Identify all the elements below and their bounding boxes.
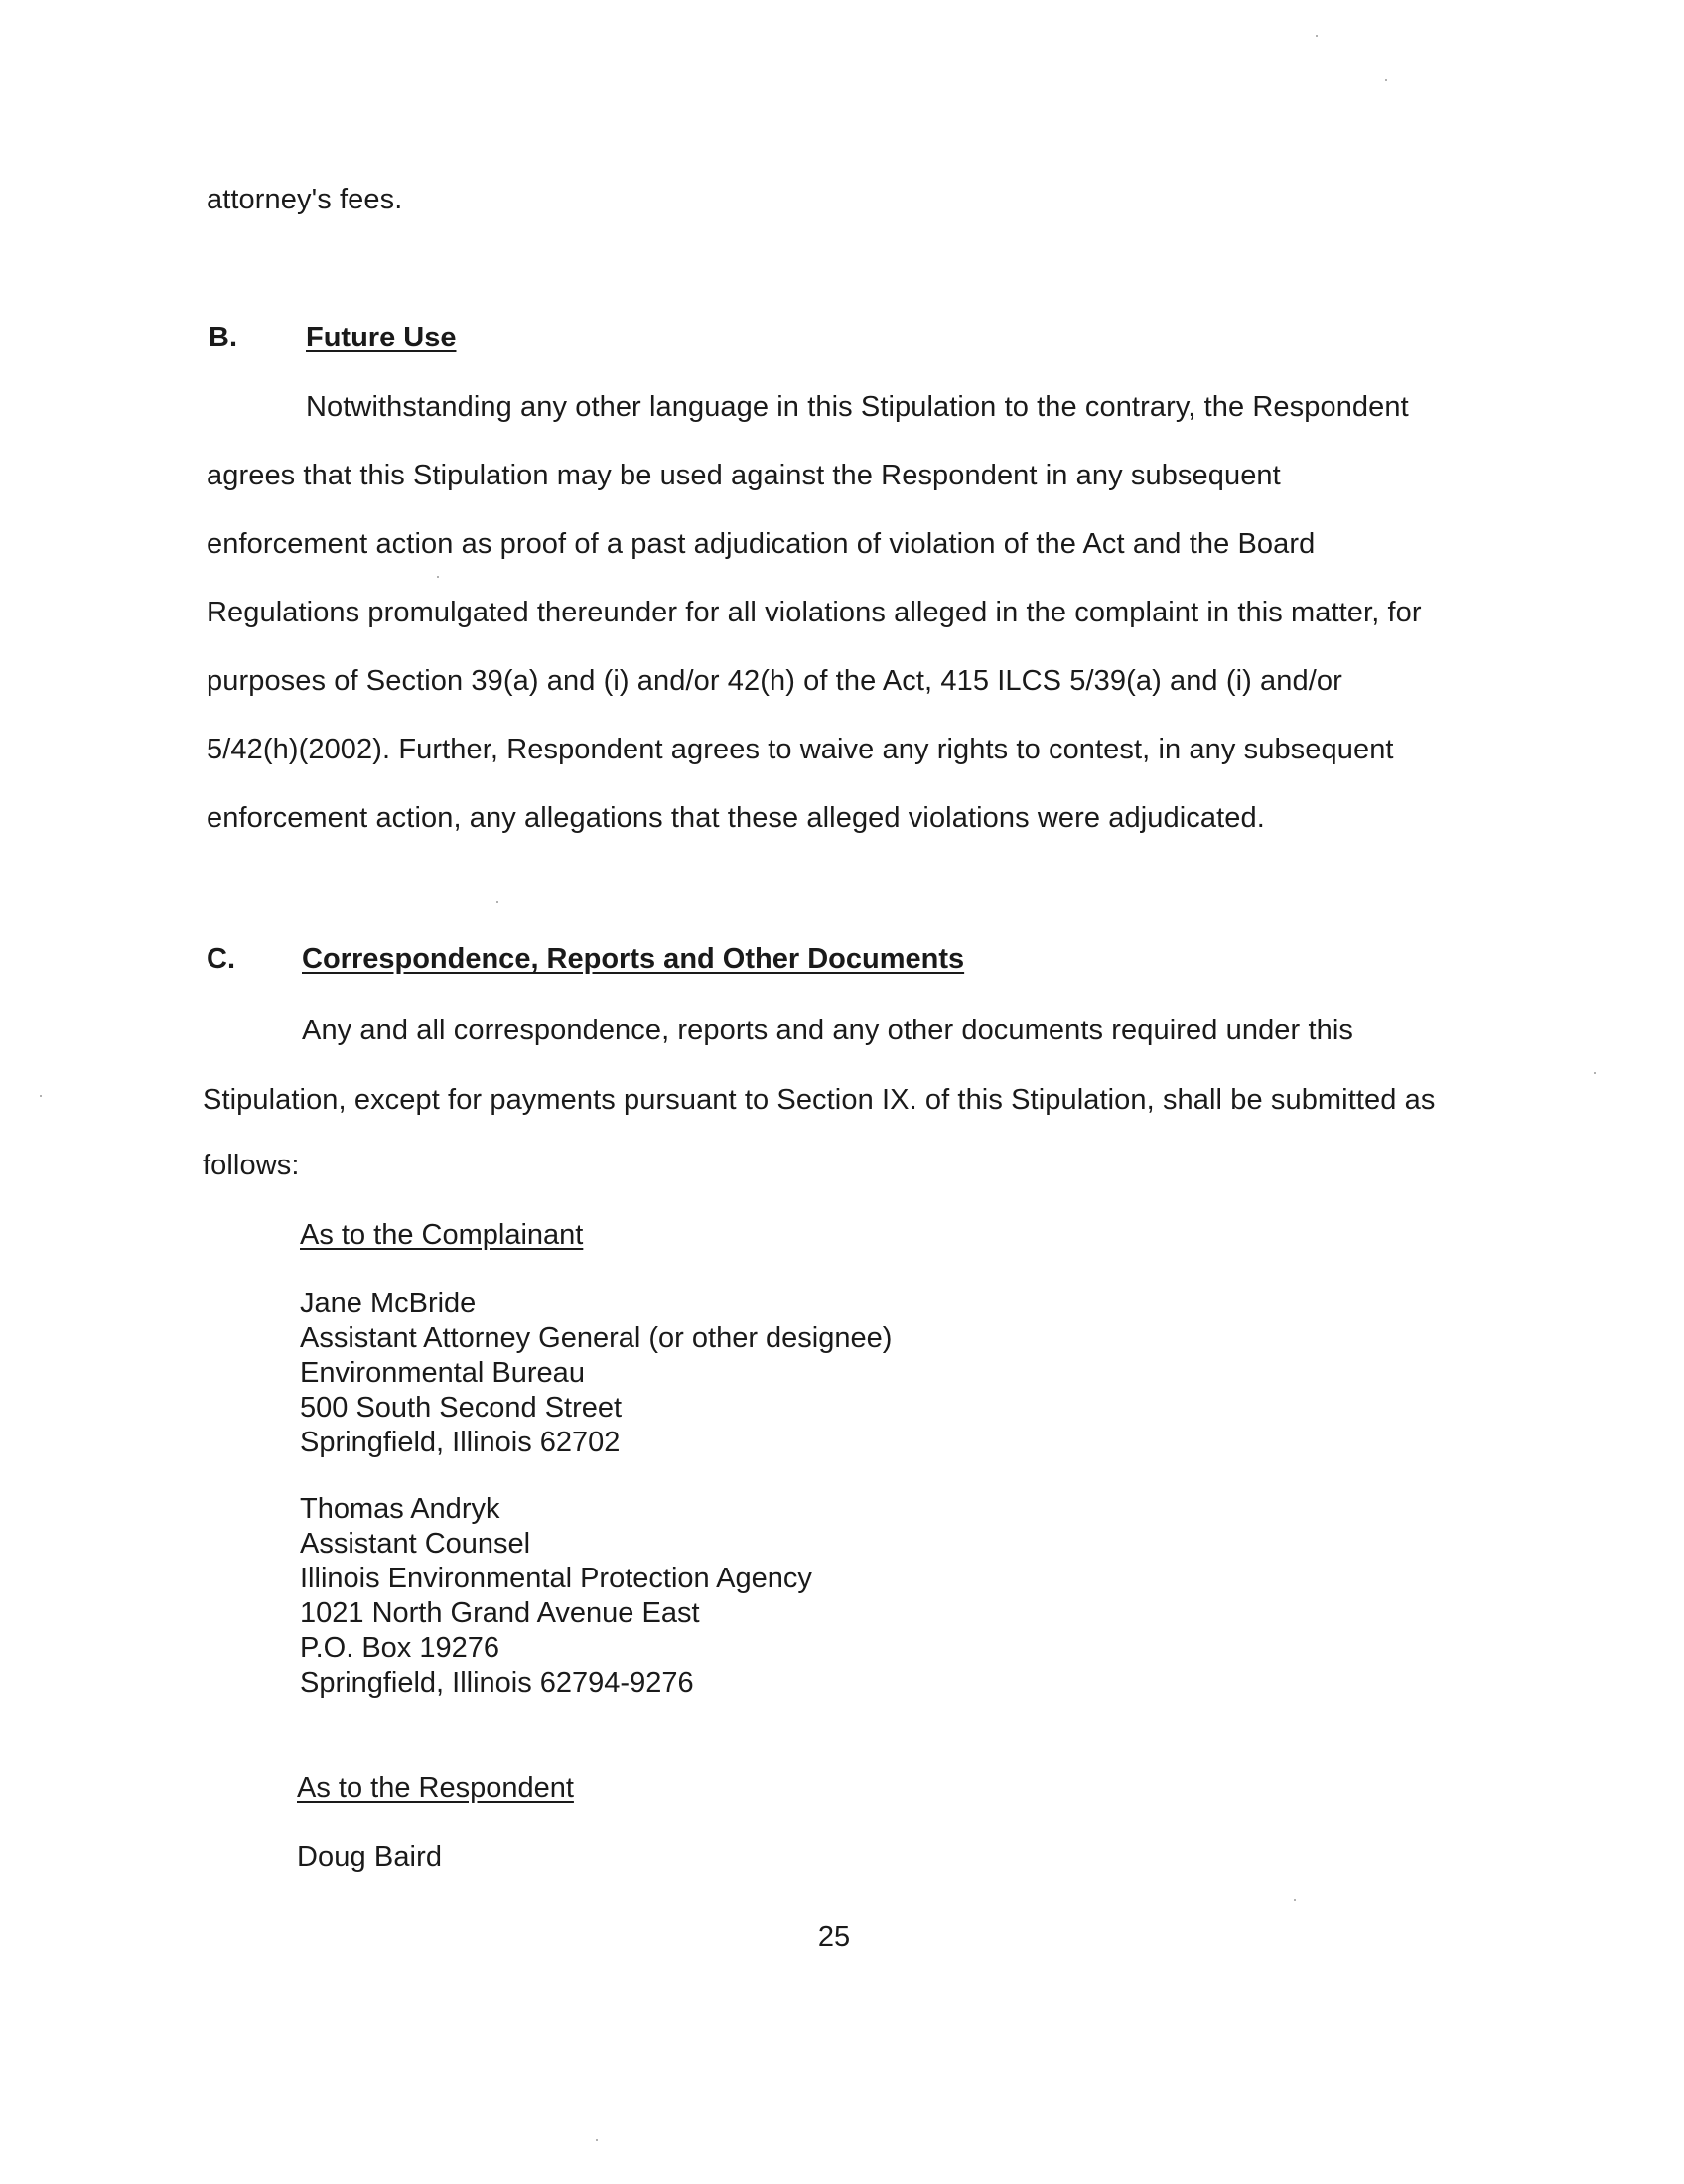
section-b-title: Future Use	[306, 322, 457, 353]
contact-line: Assistant Attorney General (or other designee)	[300, 1322, 893, 1354]
respondent-name: Doug Baird	[297, 1842, 443, 1873]
contact-line: 500 South Second Street	[300, 1392, 623, 1424]
section-b-line: enforcement action, any allegations that these alleged violations were adjudicated.	[207, 802, 1265, 834]
scan-speck	[596, 2139, 598, 2141]
contact-line: Illinois Environmental Protection Agency	[300, 1563, 812, 1594]
section-c-line: Stipulation, except for payments pursuant to Section IX. of this Stipulation, shall be submitted as	[203, 1084, 1436, 1116]
continuation-text: attorney's fees.	[207, 184, 403, 215]
section-b-letter: B.	[209, 322, 237, 353]
section-b-line: enforcement action as proof of a past adjudication of violation of the Act and the Board	[207, 528, 1316, 560]
scan-speck	[1294, 1899, 1296, 1901]
contact-line: Springfield, Illinois 62794-9276	[300, 1667, 694, 1699]
scan-speck	[1316, 35, 1318, 37]
contact-name: Thomas Andryk	[300, 1493, 500, 1525]
scan-speck	[40, 1095, 42, 1097]
respondent-heading: As to the Respondent	[297, 1772, 574, 1804]
section-c-line: Any and all correspondence, reports and any other documents required under this	[302, 1015, 1353, 1046]
contact-line: Springfield, Illinois 62702	[300, 1427, 621, 1458]
section-b-line: purposes of Section 39(a) and (i) and/or 42(h) of the Act, 415 ILCS 5/39(a) and (i) and/or	[207, 665, 1342, 697]
section-b-line: 5/42(h)(2002). Further, Respondent agrees to waive any rights to contest, in any subsequent	[207, 734, 1394, 765]
contact-line: P.O. Box 19276	[300, 1632, 500, 1664]
complainant-heading: As to the Complainant	[300, 1219, 584, 1251]
scan-speck	[1594, 1072, 1596, 1074]
scan-speck	[496, 901, 498, 903]
section-c-letter: C.	[207, 943, 235, 975]
contact-line: Assistant Counsel	[300, 1528, 531, 1560]
scan-speck	[437, 576, 439, 578]
contact-name: Jane McBride	[300, 1288, 477, 1319]
page-number: 25	[817, 1921, 851, 1953]
complainant-contact-block	[300, 1287, 892, 1460]
contact-line: 1021 North Grand Avenue East	[300, 1597, 700, 1629]
section-b-line: Regulations promulgated thereunder for all violations alleged in the complaint in this matter, for	[207, 597, 1422, 628]
section-b-line: Notwithstanding any other language in this Stipulation to the contrary, the Respondent	[306, 391, 1409, 423]
contact-line: Environmental Bureau	[300, 1357, 585, 1389]
scan-speck	[1385, 79, 1387, 81]
complainant-contact-block	[300, 1492, 812, 1701]
section-c-line: follows:	[203, 1150, 300, 1181]
section-c-title: Correspondence, Reports and Other Documents	[302, 943, 965, 975]
section-b-line: agrees that this Stipulation may be used against the Respondent in any subsequent	[207, 460, 1281, 491]
